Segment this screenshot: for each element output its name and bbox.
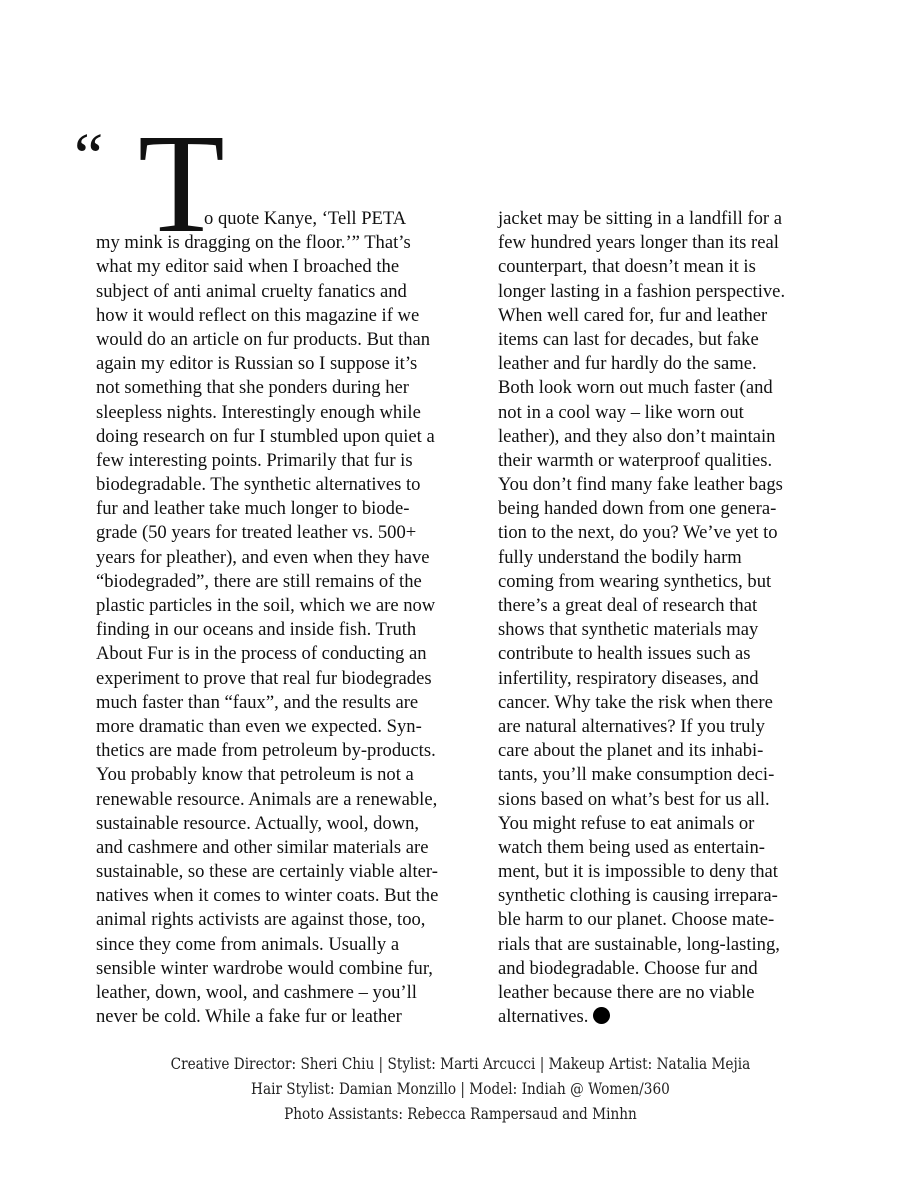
article-line-text: cancer. Why take the risk when there — [498, 691, 773, 713]
article-line-text: tants, you’ll make consumption deci- — [498, 764, 775, 786]
article-line-text: again my editor is Russian so I suppose it’s — [96, 353, 418, 375]
article-line — [498, 715, 870, 739]
article-line-text: their warmth or waterproof qualities. — [498, 449, 773, 471]
article-line-text: years for pleather), and even when they have — [96, 546, 430, 568]
article-line — [498, 957, 870, 981]
article-line-text: tion to the next, do you? We’ve yet to — [498, 522, 778, 544]
article-line — [498, 594, 870, 618]
article-line — [498, 812, 870, 836]
article-line — [96, 981, 468, 1005]
article-line — [96, 618, 468, 642]
article-line — [96, 908, 468, 932]
article-line — [498, 836, 870, 860]
article-line — [498, 449, 870, 473]
article-line — [96, 739, 468, 763]
article-line-text: items can last for decades, but fake — [498, 328, 759, 350]
article-line-text: o quote Kanye, ‘Tell PETA — [204, 208, 407, 229]
article-line-text: renewable resource. Animals are a renewable, — [96, 788, 438, 810]
article-line-text: much faster than “faux”, and the results are — [96, 691, 419, 713]
article-line-text: alternatives. — [498, 1006, 589, 1028]
article-line-text: how it would reflect on this magazine if we — [96, 304, 420, 326]
article-line-text: sleepless nights. Interestingly enough while — [96, 401, 421, 423]
article-line — [498, 933, 870, 957]
article-line-text: there’s a great deal of research that — [498, 595, 758, 616]
article-line-text: sions based on what’s best for us all. — [498, 788, 770, 810]
article-line-text: doing research on fur I stumbled upon quiet a — [96, 425, 435, 447]
article-line-text: longer lasting in a fashion perspective. — [498, 280, 786, 302]
article-line — [96, 376, 468, 400]
article-line-text: biodegradable. The synthetic alternatives to — [96, 474, 421, 496]
article-line-text: contribute to health issues such as — [498, 643, 751, 665]
article-line — [498, 860, 870, 884]
article-line — [96, 473, 468, 497]
article-line — [96, 812, 468, 836]
article-line — [96, 884, 468, 908]
article-line — [498, 473, 870, 497]
article-line — [498, 763, 870, 787]
article-line — [498, 231, 870, 255]
article-line — [498, 255, 870, 279]
article-line — [498, 352, 870, 376]
article-line — [498, 691, 870, 715]
article-line — [96, 521, 468, 545]
article-line — [498, 328, 870, 352]
article-line — [96, 328, 468, 352]
article-line — [498, 546, 870, 570]
article-line-text: watch them being used as entertain- — [498, 836, 765, 858]
article-line — [96, 280, 468, 304]
article-line — [498, 1005, 870, 1029]
article-line — [96, 425, 468, 449]
article-line — [96, 207, 468, 231]
article-line-text: finding in our oceans and inside fish. Truth — [96, 619, 417, 641]
article-line-text: fur and leather take much longer to biode- — [96, 498, 410, 520]
article-line-text: infertility, respiratory diseases, and — [498, 667, 759, 689]
article-line-text: not something that she ponders during her — [96, 377, 409, 399]
article-line-text: and cashmere and other similar materials are — [96, 836, 429, 858]
article-line — [96, 691, 468, 715]
article-line-text: About Fur is in the process of conducting an — [96, 643, 427, 665]
article-column-left — [96, 207, 468, 1029]
article-line-text: coming from wearing synthetics, but — [498, 570, 772, 592]
article-line — [96, 304, 468, 328]
article-line — [96, 788, 468, 812]
article-line — [96, 763, 468, 787]
article-line — [96, 667, 468, 691]
article-line — [96, 497, 468, 521]
article-line — [498, 497, 870, 521]
article-line — [498, 667, 870, 691]
article-line-text: and biodegradable. Choose fur and — [498, 957, 758, 979]
article-line-text: sustainable, so these are certainly viable alter- — [96, 861, 438, 883]
drop-cap-letter: T — [138, 104, 225, 262]
credits-line: Hair Stylist: Damian Monzillo | Model: Indiah @ Women/360 — [251, 1080, 670, 1098]
article-line — [498, 521, 870, 545]
article-line-text: grade (50 years for treated leather vs. 500+ — [96, 522, 417, 544]
article-line-text: Both look worn out much faster (and — [498, 377, 773, 399]
article-line-text: more dramatic than even we expected. Syn- — [96, 715, 422, 737]
article-line — [96, 1005, 468, 1029]
article-line — [96, 836, 468, 860]
article-line-text: shows that synthetic materials may — [498, 619, 759, 641]
article-line — [96, 860, 468, 884]
drop-quote-mark: “ — [74, 120, 100, 193]
article-line — [498, 425, 870, 449]
article-line — [498, 788, 870, 812]
article-line — [96, 401, 468, 425]
article-line-text: thetics are made from petroleum by-products. — [96, 740, 436, 762]
credits-line: Creative Director: Sheri Chiu | Stylist: Marti Arcucci | Makeup Artist: Natalia Mejia — [170, 1055, 751, 1073]
article-line-text: ble harm to our planet. Choose mate- — [498, 909, 775, 931]
article-line-text: fully understand the bodily harm — [498, 546, 742, 568]
article-line-text: care about the planet and its inhabi- — [498, 740, 764, 762]
article-line-text: few interesting points. Primarily that fur is — [96, 449, 413, 471]
article-line-text: You might refuse to eat animals or — [498, 812, 755, 834]
article-line-text: You don’t find many fake leather bags — [498, 474, 783, 496]
article-line — [498, 642, 870, 666]
article-line-text: few hundred years longer than its real — [498, 232, 779, 254]
article-line-text: natives when it comes to winter coats. But the — [96, 885, 439, 907]
article-line-text: synthetic clothing is causing irrepara- — [498, 885, 778, 907]
article-line-text: my mink is dragging on the floor.’” That’s — [96, 232, 411, 254]
article-line — [96, 449, 468, 473]
article-line — [498, 376, 870, 400]
article-line-text: would do an article on fur products. But than — [96, 328, 431, 350]
article-line-text: jacket may be sitting in a landfill for a — [498, 208, 782, 229]
article-line — [96, 957, 468, 981]
article-line-text: being handed down from one genera- — [498, 498, 777, 520]
credits-line: Photo Assistants: Rebecca Rampersaud and Minhn — [284, 1105, 637, 1123]
article-line-text: plastic particles in the soil, which we are now — [96, 595, 436, 616]
photo-credits — [55, 1052, 865, 1127]
end-mark-icon — [593, 1007, 610, 1024]
article-line — [498, 884, 870, 908]
article-line-text: what my editor said when I broached the — [96, 256, 400, 278]
article-line-text: not in a cool way – like worn out — [498, 401, 744, 423]
article-line-text: leather because there are no viable — [498, 982, 755, 1003]
article-line — [96, 255, 468, 279]
article-line-text: counterpart, that doesn’t mean it is — [498, 256, 756, 278]
article-line-text: never be cold. While a fake fur or leather — [96, 1006, 402, 1028]
article-line-text: ment, but it is impossible to deny that — [498, 861, 778, 883]
article-line — [498, 981, 870, 1005]
article-line — [498, 401, 870, 425]
article-line — [498, 280, 870, 304]
article-line-text: sensible winter wardrobe would combine fur, — [96, 957, 433, 979]
article-line-text: experiment to prove that real fur biodegrades — [96, 667, 432, 689]
article-line — [498, 908, 870, 932]
article-line-text: sustainable resource. Actually, wool, down, — [96, 812, 420, 834]
article-line-text: since they come from animals. Usually a — [96, 933, 400, 955]
article-line — [498, 739, 870, 763]
article-line — [96, 231, 468, 255]
article-line-text: You probably know that petroleum is not a — [96, 764, 414, 786]
article-line-text: leather and fur hardly do the same. — [498, 353, 757, 375]
article-line — [498, 207, 870, 231]
article-line-text: animal rights activists are against those, too, — [96, 909, 426, 931]
article-line — [498, 618, 870, 642]
article-line — [96, 570, 468, 594]
article-line-text: rials that are sustainable, long-lasting, — [498, 933, 780, 955]
article-line-text: are natural alternatives? If you truly — [498, 715, 765, 737]
article-line — [498, 304, 870, 328]
article-line — [96, 594, 468, 618]
article-line — [96, 546, 468, 570]
article-line — [498, 570, 870, 594]
article-line — [96, 933, 468, 957]
article-line-text: leather), and they also don’t maintain — [498, 425, 776, 447]
article-line-text: When well cared for, fur and leather — [498, 304, 768, 326]
article-column-right — [498, 207, 870, 1029]
article-line-text: subject of anti animal cruelty fanatics and — [96, 280, 407, 302]
article-line — [96, 642, 468, 666]
article-line-text: leather, down, wool, and cashmere – you’ll — [96, 982, 417, 1003]
article-line-text: “biodegraded”, there are still remains of the — [96, 570, 422, 592]
article-line — [96, 715, 468, 739]
article-line — [96, 352, 468, 376]
